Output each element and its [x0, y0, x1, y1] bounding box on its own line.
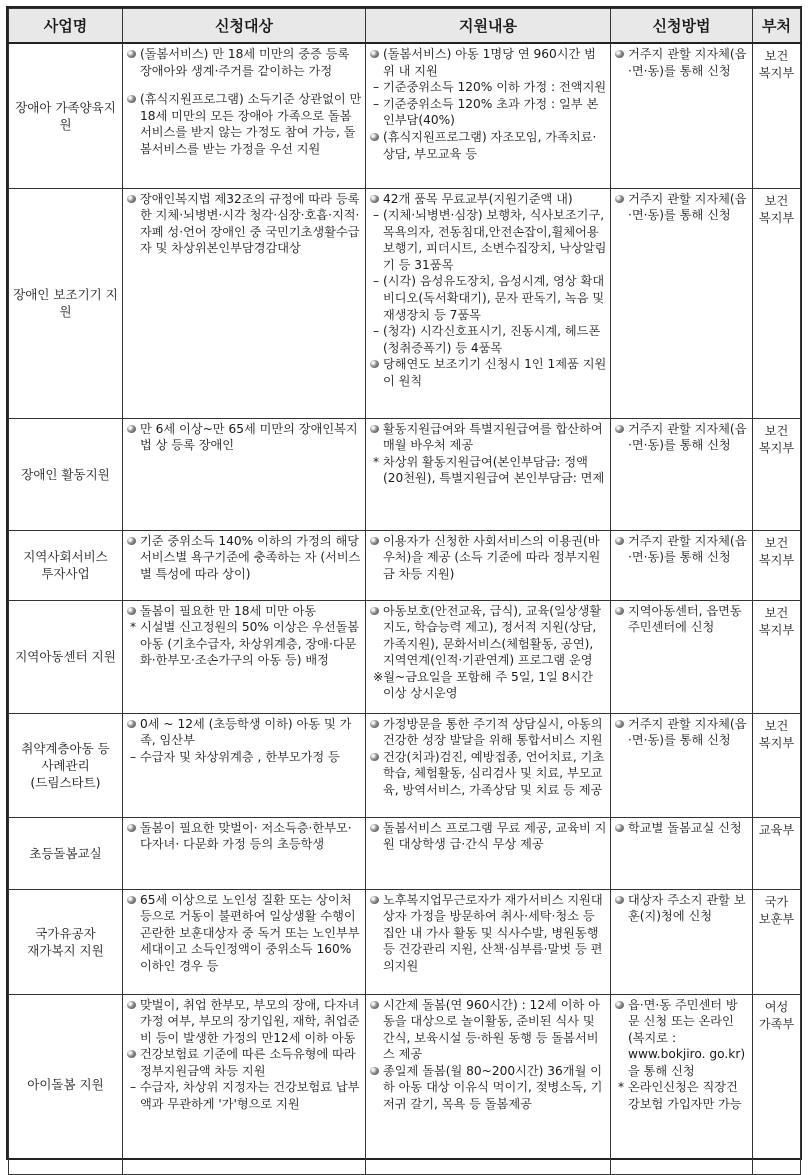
table-row — [9, 889, 801, 994]
support-content-cell — [366, 713, 611, 817]
ministry-line: 보건 — [764, 423, 789, 438]
program-name-line: 재가복지 지원 — [27, 942, 104, 958]
bullet-item: (휴식지원프로그램) 자조모임, 가족치료·상담, 부모교육 등 — [369, 129, 607, 162]
ministry-cell — [753, 600, 801, 713]
support-content-cell — [366, 817, 611, 889]
sub-item: – 수급자 및 차상위계층 , 한부모가정 등 — [130, 749, 340, 764]
ministry-line: 복지부 — [758, 440, 795, 455]
application-method-cell — [611, 994, 753, 1174]
ministry-cell — [753, 817, 801, 889]
sub-item: * 온라인신청은 직장건강보험 가입자만 가능 — [618, 1080, 742, 1112]
header-support-content: 지원내용 — [366, 9, 611, 44]
table-row — [9, 817, 801, 889]
support-content-cell — [366, 530, 611, 600]
table-row — [9, 994, 801, 1174]
bullet-item: 42개 품목 무료교부(지원기준액 내) — [369, 191, 607, 208]
program-name-line: 장애아 가족양육지원 — [15, 99, 116, 132]
sub-item: * 시설별 신고정원의 50% 이상은 우선돌봄아동 (기초수급자, 차상위계층, 장애·다문화·한부모·조손가구의 아동 등) 배정 — [130, 620, 360, 668]
program-name-cell — [9, 530, 123, 600]
support-content-cell — [366, 600, 611, 713]
application-method-cell — [611, 530, 753, 600]
application-method-cell — [611, 817, 753, 889]
table-row — [9, 43, 801, 188]
eligibility-cell — [123, 994, 366, 1174]
bullet-item: 0세 ~ 12세 (초등학생 이하) 아동 및 가족, 임산부 — [126, 716, 362, 749]
eligibility-cell — [123, 817, 366, 889]
ministry-cell — [753, 713, 801, 817]
bullet-item: 돌봄이 필요한 맞벌이· 저소득층·한부모·다자녀· 다문화 가정 등의 초등학생 — [126, 820, 362, 853]
support-content-cell — [366, 418, 611, 530]
ministry-line: 가족부 — [758, 1016, 795, 1031]
ministry-cell — [753, 994, 801, 1174]
bullet-item: 만 6세 이상~만 65세 미만의 장애인복지법 상 등록 장애인 — [126, 421, 362, 454]
program-name-cell — [9, 713, 123, 817]
support-content-cell — [366, 43, 611, 188]
table-row — [9, 530, 801, 600]
bullet-item: 건강보험료 기준에 따른 소득유형에 따라 정부지원금액 차등 지원 — [126, 1046, 362, 1079]
eligibility-cell — [123, 713, 366, 817]
bullet-item: 노후복지업무근로자가 재가서비스 지원대상자 가정을 방문하여 취사·세탁·청소 등 집안 내 가사 활동 및 식사수발, 병원동행 등 건강관리 지원, 산책·심부름·말벗 등 편의지원 — [369, 892, 607, 975]
ministry-line: 보건 — [764, 535, 789, 550]
ministry-line: 보훈부 — [758, 911, 795, 926]
bullet-item: (돌봄서비스) 아동 1명당 연 960시간 범위 내 지원 — [369, 46, 607, 79]
eligibility-cell — [123, 600, 366, 713]
ministry-cell — [753, 530, 801, 600]
bullet-item: 거주지 관할 지자체(읍·면·동)를 통해 신청 — [614, 716, 749, 749]
sub-item: – 기준중위소득 120% 초과 가정 : 일부 본인부담(40%) — [373, 96, 599, 128]
bullet-item: 대상자 주소지 관할 보훈(지)청에 신청 — [614, 892, 749, 925]
support-content-cell — [366, 889, 611, 994]
bullet-item: 65세 이상으로 노인성 질환 또는 상이처 등으로 거동이 불편하여 일상생활 수행이 곤란한 보훈대상자 중 독거 또는 노인부부세대이고 소득인정액이 중위소득 160%이하인 경우 등 — [126, 892, 362, 975]
program-name-line: 장애인 활동지원 — [21, 466, 110, 482]
header-row — [9, 9, 801, 44]
ministry-line: 복지부 — [758, 552, 795, 567]
program-name-cell — [9, 994, 123, 1174]
header-ministry: 부처 — [753, 9, 801, 44]
bullet-item: (휴식지원프로그램) 소득기준 상관없이 만 18세 미만의 모든 장애아 가족으로 돌봄서비스를 받지 않는 가정도 참여 가능, 돌봄서비스를 받는 가정을 우선 지원 — [126, 91, 362, 157]
program-name-cell — [9, 43, 123, 188]
application-method-cell — [611, 188, 753, 418]
application-method-cell — [611, 418, 753, 530]
application-method-cell — [611, 43, 753, 188]
bullet-item: 돌봄서비스 프로그램 무료 제공, 교육비 지원 대상학생 급·간식 무상 제공 — [369, 820, 607, 853]
ministry-line: 보건 — [764, 605, 789, 620]
table-row — [9, 713, 801, 817]
header-eligibility: 신청대상 — [123, 9, 366, 44]
program-name-line: 초등돌봄교실 — [29, 845, 102, 861]
support-content-cell — [366, 188, 611, 418]
sub-item: – 기준중위소득 120% 이하 가정 : 전액지원 — [373, 80, 607, 95]
bullet-item: 가정방문을 통한 주기적 상담실시, 아동의 건강한 성장 발달을 위해 통합서비스 지원 — [369, 716, 607, 749]
program-name-line: (드림스타트) — [30, 774, 101, 790]
ministry-line: 보건 — [764, 49, 789, 63]
sub-item: – (청각) 시각신호표시기, 진동시계, 헤드폰 (청취증폭기) 등 4품목 — [373, 324, 601, 355]
bullet-item: 아동보호(안전교육, 급식), 교육(일상생활 지도, 학습능력 제고), 정서적 지원(상담, 가족지원), 문화서비스(체험활동, 공연), 지역연계(인적·기관연계) 프로그램 운영 — [369, 603, 607, 669]
ministry-cell — [753, 188, 801, 418]
program-name-line: 투자사업 — [41, 566, 90, 581]
table-row — [9, 600, 801, 713]
bullet-item: 장애인복지법 제32조의 규정에 따라 등록한 지체·뇌병변·시각 청각·심장·호흡·지적·자폐 성·언어 장애인 중 국민기초생활수급자 및 차상위본인부담경감대상 — [126, 191, 362, 257]
ministry-cell — [753, 418, 801, 530]
ministry-line: 복지부 — [758, 622, 795, 637]
bullet-item: 학교별 돌봄교실 신청 — [614, 820, 749, 837]
program-name-line: 취약계층아동 등 — [21, 740, 110, 756]
bullet-item: 시간제 돌봄(연 960시간) : 12세 이하 아동을 대상으로 놀이활동, 준비된 식사 및 간식, 보육시설 등·하원 동행 등 돌봄서비스 제공 — [369, 997, 607, 1063]
ministry-cell — [753, 43, 801, 188]
ministry-line: 교육부 — [758, 822, 795, 837]
table-row — [9, 418, 801, 530]
bullet-item: 지역아동센터, 읍면동 주민센터에 신청 — [614, 603, 749, 636]
ministry-line: 여성 — [764, 999, 789, 1014]
program-name-line: 사례관리 — [41, 757, 90, 773]
bullet-item: 기준 중위소득 140% 이하의 가정의 해당 서비스별 욕구기준에 충족하는 자 (서비스별 특성에 따라 상이) — [126, 533, 362, 583]
ministry-line: 복지부 — [758, 735, 795, 750]
bullet-item: 돌봄이 필요한 만 18세 미만 아동 — [126, 603, 362, 620]
program-name-cell — [9, 188, 123, 418]
ministry-cell — [753, 889, 801, 994]
eligibility-cell — [123, 418, 366, 530]
bullet-item: 거주지 관할 지자체(읍·면·동)를 통해 신청 — [614, 421, 749, 454]
sub-item: – (지체·뇌병변·심장) 보행차, 식사보조기구, 목욕의자, 전동침대,안전손잡이,휠체어용 보행기, 피더시트, 소변수집장치, 낙상알림기 등 31품목 — [373, 208, 607, 272]
sub-item: – (시각) 음성유도장치, 음성시계, 영상 확대 비디오(독서확대기), 문자 판독기, 녹음 및 재생장치 등 7품목 — [373, 274, 605, 322]
ministry-line: 보건 — [764, 193, 789, 208]
sub-item: – 수급자, 차상위 지정자는 건강보험료 납부액과 무관하게 '가'형으로 지원 — [130, 1080, 360, 1112]
support-programs-table — [8, 8, 801, 1175]
sub-item: ※월~금요일을 포함해 주 5일, 1일 8시간 이상 상시운영 — [373, 669, 593, 701]
header-program-name: 사업명 — [9, 9, 123, 44]
ministry-line: 복지부 — [758, 210, 795, 225]
program-name-line: 지역아동센터 지원 — [15, 649, 116, 664]
bullet-item: 맞벌이, 취업 한부모, 부모의 장애, 다자녀가정 여부, 부모의 장기입원, 재학, 취업준비 등이 발생한 가정의 만12세 이하 아동 — [126, 997, 362, 1047]
bullet-item: 건강(치과)검진, 예방접종, 언어치료, 기초학습, 체험활동, 심리검사 및 치료, 부모교육, 방역서비스, 가족상담 및 치료 등 제공 — [369, 749, 607, 799]
program-name-cell — [9, 600, 123, 713]
program-name-cell — [9, 817, 123, 889]
sub-item: * 차상위 활동지원급여(본인부담금: 정액(20천원), 특별지원급여 본인부담금: 면제 — [373, 454, 605, 486]
bullet-item: 거주지 관할 지자체(읍·면·동)를 통해 신청 — [614, 46, 749, 79]
bullet-item: 활동지원급여와 특별지원급여를 합산하여 매월 바우처 제공 — [369, 421, 607, 454]
ministry-line: 국가 — [764, 894, 789, 909]
program-name-line: 지역사회서비스 — [23, 549, 108, 564]
bullet-item: 읍·면·동 주민센터 방문 신청 또는 온라인 (복지로 : www.bokjiro. go.kr) 을 통해 신청 — [614, 997, 749, 1080]
support-content-cell — [366, 994, 611, 1174]
table-row — [9, 188, 801, 418]
ministry-line: 복지부 — [758, 66, 795, 80]
bullet-item: 종일제 돌봄(월 80~200시간) 36개월 이하 아동 대상 이유식 먹이기, 젖병소독, 기저귀 갈기, 목욕 등 돌봄제공 — [369, 1063, 607, 1113]
application-method-cell — [611, 889, 753, 994]
spacer — [126, 79, 362, 91]
document-frame — [6, 6, 802, 1160]
program-name-cell — [9, 418, 123, 530]
bullet-item: 거주지 관할 지자체(읍·면·동)를 통해 신청 — [614, 533, 749, 566]
ministry-line: 보건 — [764, 718, 789, 733]
header-application-method: 신청방법 — [611, 9, 753, 44]
application-method-cell — [611, 713, 753, 817]
eligibility-cell — [123, 188, 366, 418]
eligibility-cell — [123, 530, 366, 600]
program-name-line: 국가유공자 — [35, 925, 96, 941]
program-name-line: 아이돌봄 지원 — [27, 1076, 104, 1092]
bullet-item: 이용자가 신청한 사회서비스의 이용권(바우처)을 제공 (소득 기준에 따라 정부지원금 차등 지원) — [369, 533, 607, 583]
program-name-line: 장애인 보조기기 지원 — [13, 287, 118, 319]
program-name-cell — [9, 889, 123, 994]
eligibility-cell — [123, 889, 366, 994]
application-method-cell — [611, 600, 753, 713]
bullet-item: 당해연도 보조기기 신청시 1인 1제품 지원이 원칙 — [369, 356, 607, 389]
bullet-item: (돌봄서비스) 만 18세 미만의 중증 등록 장애아와 생계·주거를 같이하는 가정 — [126, 46, 362, 79]
eligibility-cell — [123, 43, 366, 188]
bullet-item: 거주지 관할 지자체(읍·면·동)를 통해 신청 — [614, 191, 749, 224]
